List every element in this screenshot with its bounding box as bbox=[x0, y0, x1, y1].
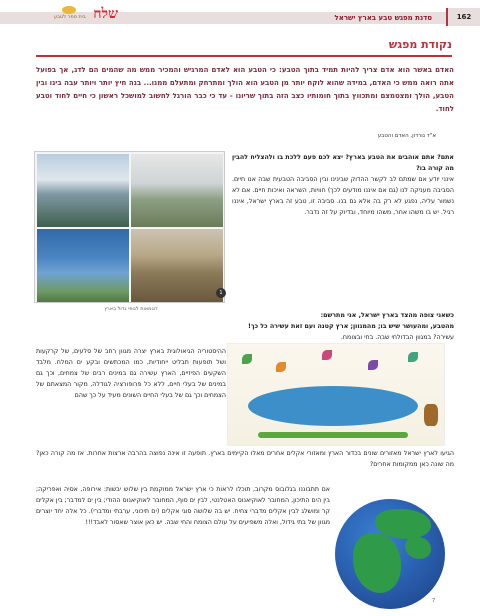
intro-section bbox=[232, 152, 454, 218]
leaf-icon bbox=[242, 354, 252, 364]
observer-section bbox=[36, 310, 454, 343]
leaf-icon bbox=[408, 352, 418, 362]
title-divider bbox=[36, 55, 452, 57]
intro-heading: אתם? אתם אוהבים את הטבע בארץ? יצא לכם פעם ללכת בו ולהצליח להבין מה קורה בו? bbox=[232, 154, 454, 172]
closing-paragraph: אם תתבוננו בגלובוס מקרוב, תוכלו לראות כי ארץ ישראל ממוקמת בין שלוש יבשות: אירופה, אסיה ואפריקה; בין הים התיכון, המחובר לאוקיאנוס האטלנטי, לבין ים סוף, המחובר לאוקיאנוס ההודי; בין ים למדבר; בין אקלים קר ומושלג לבין אקלים מדברי צחיח. יש בה שלושה סוגי אקלים (ים תיכוני, ערבתי ומדברי). כל אלה יחד יוצרים מגוון של בתי גידול, ואלה משפיעים על עולם הצומח והחי שבה. יש כאן אוצר שאסור לאבד!!! bbox=[36, 486, 330, 526]
flower-icon bbox=[322, 350, 332, 360]
leaf-icon bbox=[276, 362, 286, 372]
page-number: 162 bbox=[446, 8, 480, 26]
desert-photo bbox=[131, 229, 223, 302]
deer-icon bbox=[424, 404, 438, 426]
observer-heading: כשאני צופה מהצד בארץ ישראל, אני מתרשם: bbox=[320, 312, 454, 319]
photo-badge: 1 bbox=[216, 288, 226, 298]
photo-caption: דוגמאות לנופי גדול בארץ bbox=[104, 306, 158, 312]
header-title: סדנת מפגש טבע בארץ ישראל bbox=[334, 14, 432, 22]
history-paragraph: ההיסטוריה הגיאולוגית בארץ יצרה מגוון רחב של סלעים, של קרקעות ושל תופעות תבליט ייחודיות, כמו המכתשים ובקע ים המלח. מלבד השקעים הפיזיים, הארץ עשירה גם במינים רבים של צמחים, וכך גם במינים של בעלי חיים, ללא כל פרופורציה לגודלה, מקור המצאתם של הצמחים וכך גם של בעלי החיים השונים מעיד על כך שהם bbox=[36, 348, 226, 399]
logo-subtitle: בית ספר לטבע bbox=[54, 14, 86, 20]
page-header bbox=[0, 0, 480, 30]
section-title: נקודת מפגש bbox=[388, 38, 452, 51]
opening-quote: האדם באשר הוא אדם צריך להיות תמיד בתוך הטבע: כי הטבע הוא לאדם המרגיש והמכיר ממש מה שהמים הם לדג, אך בפועל אתה רואה ממש כי האדם, במידה שהוא לוקח יותר מן הטבע הוא הולך ומתרחק ומתעלם ממנו... בנה חיץ יותר ויותר עבה בינו ובין הטבע, הולך ומצטמצם ומתכווץ בתוך חומותיו כצב הזה בתוך שריונו - עד כי כבר הורגל לחשוב למושכל ראשון כי חיים לחוד וטבע לחוד. bbox=[36, 66, 454, 113]
coast-photo bbox=[37, 154, 129, 227]
africa-landmass bbox=[353, 533, 401, 593]
lake-illustration bbox=[248, 386, 418, 426]
landscape-photo-grid bbox=[34, 151, 225, 303]
observer-question: עשירה? במגוון הבדולחי שבה. בחי ובצומח. bbox=[340, 334, 454, 341]
logo-text: שלח bbox=[93, 6, 118, 22]
quote-author: א"ד גורדון, האדם והטבע bbox=[377, 133, 436, 139]
lake-photo bbox=[37, 229, 129, 302]
continuation-paragraph: הגיעו לארץ ישראל מאזורים שונים בכדור הארץ ומאזורי אקלים אחרים מאלו הקיימים בארץ. תופעה זו אינה נפוצה בהרבה ארצות אחרות. אז מה קורה כאן? מה שונה כאן ממקומות אחרים? bbox=[36, 450, 454, 468]
logo-mark-icon bbox=[62, 6, 76, 14]
asia-landmass bbox=[405, 537, 431, 559]
logo bbox=[54, 4, 126, 26]
nature-illustration bbox=[227, 343, 445, 446]
flower-icon bbox=[368, 360, 378, 370]
intro-body: אינני יודע אם שמתם לב לקשר ההדוק שבינינו ובין הסביבה הטבעית שבה אנו חיים. הסביבה מעניקה לנו (גם אם איננו מודעים לכך) חוויות, השראה ואיכות חיים. אם לא נשמור עליה, נפגע לא רק בה אלא גם בנו. סביבה זו, טבע זה בארץ ישראל, איננו רגיל. יש בו משהו אחר, משהו מיוחד, ובדיוק על זה נדבר. bbox=[232, 176, 454, 216]
observer-highlight: מהטבע, ומהעושר שיש בו; מהמגוון; ארץ קטנה ועם זאת עשירה כל כך! bbox=[247, 323, 454, 330]
globe-illustration bbox=[335, 499, 445, 609]
figure-number: 7 bbox=[432, 598, 436, 604]
hills-photo bbox=[131, 154, 223, 227]
grass-icon bbox=[258, 432, 408, 438]
